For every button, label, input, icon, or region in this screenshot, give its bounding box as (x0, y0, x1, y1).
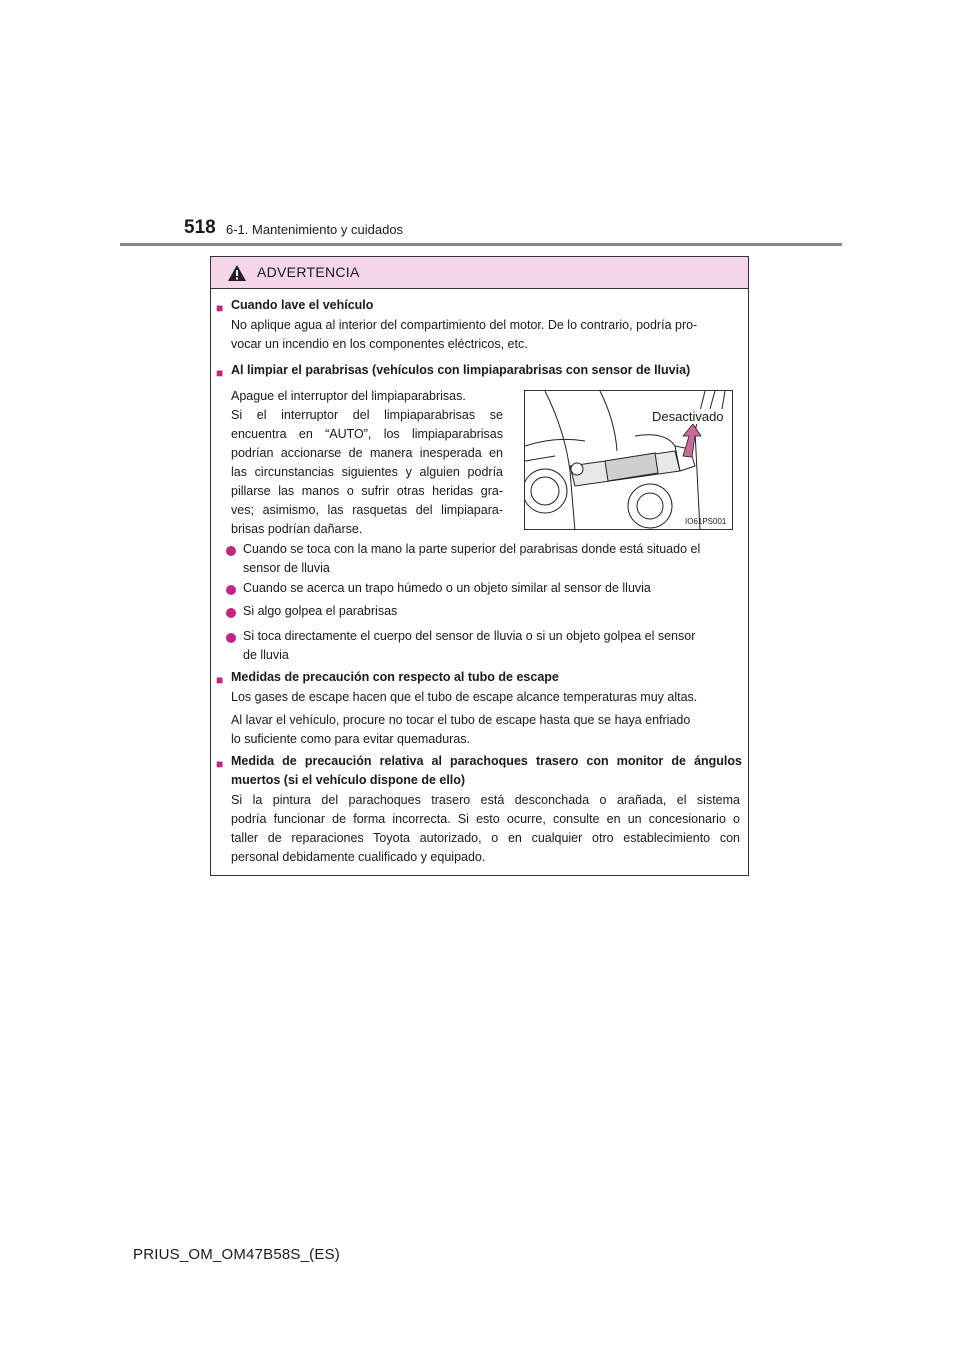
section-heading-exhaust: Medidas de precaución con respecto al tubo de escape (231, 670, 559, 684)
bullet-text: Si toca directamente el cuerpo del sensor de lluvia o si un objeto golpea el sensor (243, 629, 696, 643)
wiper-switch-figure (524, 390, 733, 530)
footer-doc-id: PRIUS_OM_OM47B58S_(ES) (133, 1246, 340, 1263)
figure-code: IO61PS001 (685, 517, 727, 526)
warning-triangle-icon (227, 264, 247, 282)
square-bullet-icon: ■ (216, 366, 224, 380)
text-line: ves; asimismo, las rasquetas del limpiapara- (231, 503, 503, 517)
text-line: Si la pintura del parachoques trasero está desconchada o arañada, el sistema (231, 793, 740, 807)
text-line: podrían accionarse de manera inesperada en (231, 446, 503, 460)
text-line: las circunstancias siguientes y alguien podría (231, 465, 503, 479)
bullet-text: Si algo golpea el parabrisas (243, 604, 398, 618)
round-bullet-icon (226, 608, 236, 618)
section-heading-bumper: Medida de precaución relativa al parachoques trasero con monitor de ángulos (231, 754, 742, 768)
text-line: pillarse las manos o sufrir otras heridas gra- (231, 484, 503, 498)
figure-label-off: Desactivado (652, 409, 724, 424)
text-line: Los gases de escape hacen que el tubo de escape alcance temperaturas muy altas. (231, 690, 698, 704)
section-heading-windshield: Al limpiar el parabrisas (vehículos con limpiaparabrisas con sensor de lluvia) (231, 363, 691, 377)
text-line: Si el interruptor del limpiaparabrisas se (231, 408, 503, 422)
bullet-text: sensor de lluvia (243, 561, 330, 575)
page-number: 518 (184, 217, 216, 238)
text-line: vocar un incendio en los componentes eléctricos, etc. (231, 337, 528, 351)
bullet-text: Cuando se toca con la mano la parte superior del parabrisas donde está situado el (243, 542, 701, 556)
warning-title: ADVERTENCIA (257, 264, 360, 280)
square-bullet-icon: ■ (216, 673, 224, 687)
text-line: personal debidamente cualificado y equipado. (231, 850, 486, 864)
text-line: taller de reparaciones Toyota autorizado, o en cualquier otro establecimiento con (231, 831, 740, 845)
text-line: lo suficiente como para evitar quemaduras. (231, 732, 471, 746)
warning-header (211, 257, 748, 289)
bullet-text: Cuando se acerca un trapo húmedo o un objeto similar al sensor de lluvia (243, 581, 651, 595)
round-bullet-icon (226, 633, 236, 643)
text-line: Al lavar el vehículo, procure no tocar el tubo de escape hasta que se haya enfriado (231, 713, 691, 727)
square-bullet-icon: ■ (216, 301, 224, 315)
text-line: podría funcionar de forma incorrecta. Si esto ocurre, consulte en un concesionario o (231, 812, 740, 826)
text-line: encuentra en “AUTO”, los limpiaparabrisas (231, 427, 503, 441)
header-rule (120, 243, 842, 246)
section-heading-wash: Cuando lave el vehículo (231, 298, 374, 312)
text-line: Apague el interruptor del limpiaparabrisas. (231, 389, 466, 403)
square-bullet-icon: ■ (216, 757, 224, 771)
round-bullet-icon (226, 585, 236, 595)
section-title: 6-1. Mantenimiento y cuidados (226, 222, 404, 237)
section-heading-bumper-cont: muertos (si el vehículo dispone de ello) (231, 773, 466, 787)
text-line: brisas podrían dañarse. (231, 522, 363, 536)
text-line: No aplique agua al interior del compartimiento del motor. De lo contrario, podría pro- (231, 318, 698, 332)
round-bullet-icon (226, 546, 236, 556)
bullet-text: de lluvia (243, 648, 289, 662)
